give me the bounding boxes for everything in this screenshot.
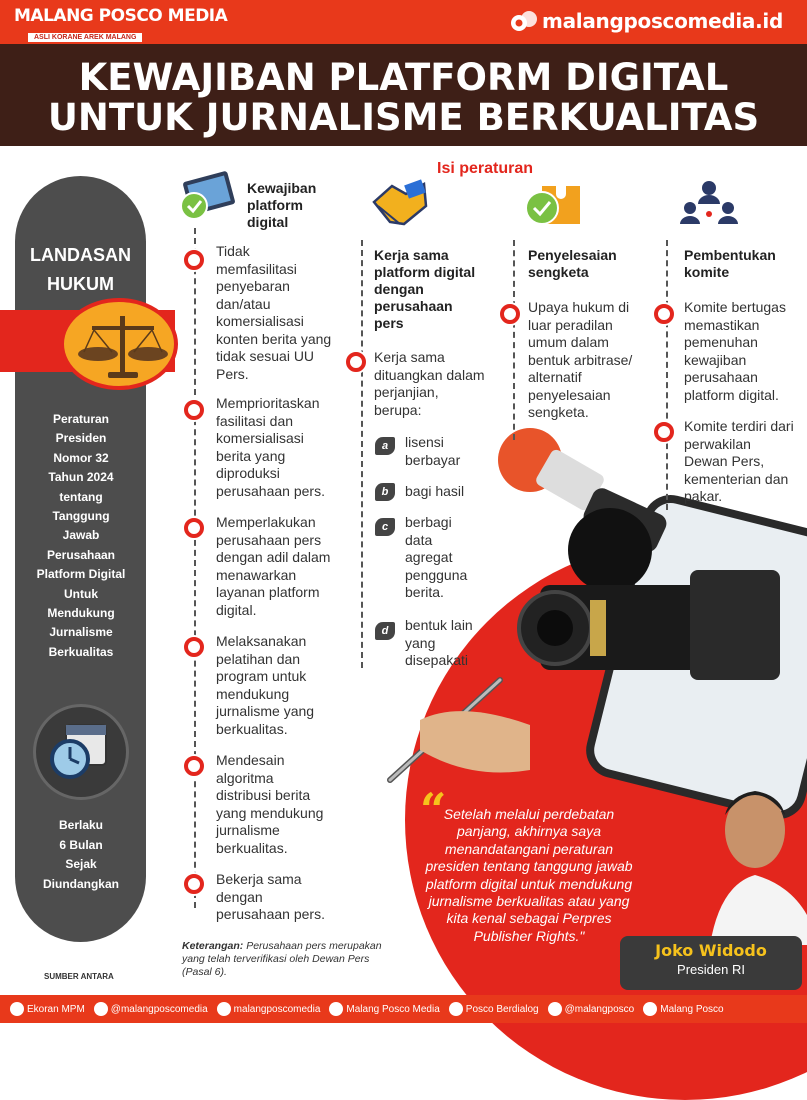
footer-label: Malang Posco (660, 1003, 724, 1015)
col1-item (216, 752, 323, 857)
twitter-icon (548, 1002, 562, 1016)
item-line: fasilitasi dan (216, 412, 294, 429)
item-line: memfasilitasi (216, 260, 297, 277)
item-line: sengketa. (528, 404, 589, 420)
item-line: pengguna (405, 566, 468, 583)
speaker-portrait (700, 775, 807, 945)
option-letter-c: c (375, 518, 395, 536)
item-line: dituangkan dalam (374, 366, 485, 383)
effective-line: Diundangkan (42, 876, 119, 891)
president-quote: Setelah melalui perdebatan panjang, akhirnya saya menandatangani peraturan presiden tentang tanggung jawab platform digital untuk mendukung jurnalisme berkualitas atau yang kita kenal sebagai Perpres Publisher Rights." (425, 806, 633, 944)
brand-url-block (510, 9, 783, 33)
item-line: program untuk (216, 668, 307, 684)
option-c (405, 514, 467, 602)
item-line: disepakati (405, 652, 469, 668)
item-line: dan/atau (216, 295, 271, 312)
option-letter-b: b (375, 483, 395, 501)
col2-title-line: Kerja sama (374, 247, 449, 263)
col2-title-line: platform digital (374, 264, 476, 280)
col3-title (528, 247, 617, 281)
item-line: berkualitas. (216, 839, 288, 856)
col2-intro (374, 349, 485, 419)
footer-item-youtube[interactable] (329, 1002, 439, 1016)
col1-item (216, 633, 314, 738)
page-title-line-2: UNTUK JURNALISME BERKUALITAS (47, 96, 760, 139)
facebook-icon (643, 1002, 657, 1016)
speaker-role: Presiden RI (677, 962, 745, 977)
col4-title-line: Pembentukan (684, 247, 776, 263)
regulation-line: Mendukung (47, 606, 115, 621)
item-line: memastikan (684, 316, 760, 333)
pen-hand-illustration (380, 670, 540, 790)
legal-basis-heading-1: LANDASAN (30, 245, 131, 265)
item-line: Pers. (216, 365, 249, 382)
item-line: Dewan Pers, (684, 453, 765, 469)
effective-line: 6 Bulan (59, 837, 103, 852)
col3-item (528, 299, 632, 422)
item-line: agregat (405, 549, 453, 565)
item-line: perwakilan (684, 435, 751, 452)
col1-bullet (184, 518, 204, 538)
youtube-icon (329, 1002, 343, 1016)
item-line: kementerian dan (684, 470, 789, 487)
item-line: pakar. (684, 488, 723, 504)
item-line: Komite terdiri dari (684, 418, 794, 434)
source-credit: SUMBER ANTARA (44, 972, 114, 981)
item-line: mendukung (216, 685, 290, 702)
item-line: berita yang (216, 447, 286, 464)
item-line: menawarkan (216, 566, 297, 583)
item-line: platform digital. (684, 386, 779, 403)
page-title-line-1: KEWAJIBAN PLATFORM DIGITAL (78, 56, 729, 99)
pinterest-instagram-icon (94, 1002, 108, 1016)
option-letter-d: d (375, 622, 395, 640)
col1-title-line: Kewajiban (247, 180, 317, 196)
col1-bullet (184, 756, 204, 776)
item-line: jurnalisme yang (216, 703, 315, 719)
col1-title-line: digital (247, 214, 289, 230)
item-line: penyebaran (216, 278, 290, 294)
item-line: Bekerja sama (216, 871, 302, 887)
item-line: digital. (216, 601, 257, 618)
item-line: Memprioritaskan (216, 395, 320, 411)
item-line: komersialisasi (216, 430, 304, 446)
col3-title-line: sengketa (528, 264, 589, 280)
col3-title-line: Penyelesaian (528, 247, 617, 263)
col1-bullet (184, 637, 204, 657)
option-letter-a: a (375, 437, 395, 455)
regulation-line: Jurnalisme (49, 625, 113, 640)
regulation-line: Perusahaan (46, 547, 116, 562)
col1-bullet (184, 250, 204, 270)
regulation-line: tentang (59, 489, 103, 504)
puzzle-check-icon (522, 180, 584, 230)
footer-label: Malang Posco Media (346, 1003, 440, 1015)
col1-title-line: platform (247, 197, 303, 213)
item-line: perusahaan pers. (216, 482, 325, 499)
col2-title-line: dengan (374, 281, 424, 297)
item-line: diproduksi (216, 465, 280, 481)
brand-mark-icon (510, 10, 538, 32)
calendar-clock-icon (33, 704, 129, 800)
effective-line: Sejak (65, 857, 97, 871)
item-line: penyelesaian (528, 386, 611, 403)
regulation-line: Presiden (55, 431, 107, 446)
item-line: umum dalam (528, 334, 609, 350)
footer-item-twitter[interactable] (548, 1002, 635, 1016)
item-line: luar peradilan (528, 316, 613, 333)
item-line: dengan (216, 888, 263, 905)
item-line: layanan platform (216, 584, 320, 600)
option-d (405, 617, 473, 670)
regulation-line: Berkualitas (48, 644, 114, 659)
col4-timeline (666, 240, 668, 510)
col4-bullet (654, 422, 674, 442)
item-line: berkualitas. (216, 720, 288, 737)
effective-text (30, 816, 132, 894)
scale-icon (60, 298, 178, 390)
quote-mark-icon: “ (420, 783, 447, 837)
option-a (405, 434, 460, 469)
brand-header (0, 0, 807, 44)
brand-logo-left (14, 6, 227, 44)
col1-title (247, 180, 316, 231)
item-line: yang mendukung (216, 804, 324, 821)
footnote-label: Keterangan: (182, 940, 244, 952)
speaker-name: Joko Widodo (655, 941, 767, 960)
item-line: berupa: (374, 401, 422, 418)
footer-label: @malangposco (564, 1003, 635, 1015)
regulation-line: Nomor 32 (53, 450, 109, 465)
regulation-line: Untuk (64, 586, 98, 601)
regulation-line: Jawab (62, 528, 100, 543)
col4-bullet (654, 304, 674, 324)
spotify-icon (449, 1002, 463, 1016)
section-heading: Isi peraturan (437, 160, 534, 177)
legal-basis-heading-2: HUKUM (47, 274, 114, 294)
brand-tagline: ASLI KORANE AREK MALANG (28, 33, 142, 42)
regulation-line: Peraturan (52, 412, 110, 426)
item-line: alternatif (528, 369, 582, 385)
item-line: kewajiban (684, 351, 747, 368)
regulation-line: Tahun 2024 (48, 470, 114, 485)
item-line: pelatihan dan (216, 650, 301, 667)
footer-item-ekoran[interactable] (10, 1002, 85, 1016)
social-footer (0, 995, 807, 1023)
col3-timeline (513, 240, 515, 440)
item-line: yang (405, 634, 436, 651)
footer-item-instagram[interactable] (94, 1002, 208, 1016)
footnote-text: Perusahaan pers merupakan yang telah terverifikasi oleh Dewan Pers (Pasal 6). (182, 940, 382, 978)
col1-bullet (184, 400, 204, 420)
col2-bullet (346, 352, 366, 372)
item-line: Memperlakukan (216, 514, 316, 530)
item-line: dengan adil dalam (216, 549, 331, 565)
col2-title (374, 247, 475, 332)
footer-label: malangposcomedia (233, 1003, 321, 1015)
item-line: perusahaan pers (216, 531, 322, 548)
footer-label: Posco Berdialog (465, 1003, 539, 1015)
item-line: perusahaan (684, 369, 758, 385)
item-line: jurnalisme (216, 822, 280, 838)
item-line: Upaya hukum di (528, 299, 630, 315)
col4-item (684, 299, 786, 404)
item-line: pemenuhan (684, 334, 758, 350)
col1-item (216, 514, 330, 619)
col2-title-line: pers (374, 315, 404, 331)
footnote (182, 940, 382, 979)
item-line: algoritma (216, 769, 274, 786)
item-line: konten berita yang (216, 330, 332, 347)
option-b (405, 483, 464, 501)
col4-title (684, 247, 776, 281)
item-line: berbagi (405, 514, 452, 530)
item-line: komersialisasi (216, 313, 304, 329)
col2-title-line: perusahaan (374, 298, 453, 314)
footer-item-facebook[interactable] (643, 1002, 723, 1016)
footer-label: @malangposcomedia (110, 1003, 208, 1015)
col1-timeline (194, 228, 196, 908)
item-line: distribusi berita (216, 787, 311, 803)
col1-item (216, 243, 331, 383)
item-line: tidak sesuai UU (216, 348, 315, 364)
regulation-text (22, 410, 140, 662)
item-line: perjanjian, (374, 384, 439, 400)
item-line: perusahaan pers. (216, 906, 325, 922)
item-line: bentuk arbitrase/ (528, 351, 633, 368)
regulation-line: Tanggung (52, 509, 110, 524)
col4-item (684, 418, 794, 506)
laptop-check-icon (178, 168, 240, 226)
footer-item-spotify[interactable] (449, 1002, 539, 1016)
brand-url: malangposcomedia.id (542, 9, 783, 33)
item-line: Mendesain (216, 752, 285, 768)
footer-item-tiktok[interactable] (217, 1002, 321, 1016)
col3-bullet (500, 304, 520, 324)
col2-timeline (361, 240, 363, 668)
play-icon (10, 1002, 24, 1016)
footer-label: Ekoran MPM (27, 1003, 85, 1015)
item-line: bentuk lain (405, 617, 473, 633)
brand-name: MALANG POSCO MEDIA (14, 6, 228, 26)
col1-bullet (184, 874, 204, 894)
item-line: Komite bertugas (684, 299, 786, 315)
tiktok-icon (217, 1002, 231, 1016)
item-line: bagi hasil (405, 483, 465, 499)
col1-item (216, 871, 325, 924)
item-line: berbayar (405, 451, 461, 468)
item-line: Tidak (216, 243, 250, 259)
committee-people-icon (678, 178, 740, 230)
col4-title-line: komite (684, 264, 730, 280)
item-line: Melaksanakan (216, 633, 307, 649)
item-line: Kerja sama (374, 349, 445, 365)
handshake-icon (370, 178, 428, 232)
col1-item (216, 395, 325, 500)
item-line: berita. (405, 584, 444, 600)
regulation-line: Platform Digital (36, 567, 126, 582)
item-line: lisensi (405, 434, 444, 450)
effective-line: Berlaku (58, 818, 104, 832)
item-line: data (405, 531, 433, 548)
